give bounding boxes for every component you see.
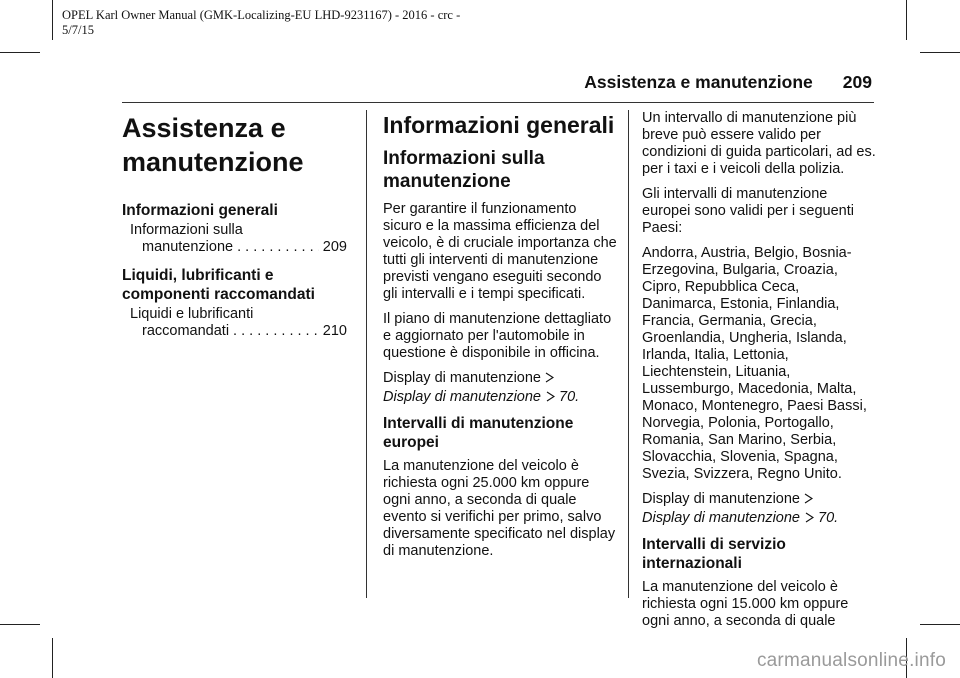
toc-section-line: componenti raccomandati [122,286,315,303]
text-line: richiesta ogni 25.000 km oppure [383,475,590,491]
text-line: veicolo, è di cruciale importanza che [383,235,617,251]
toc-section-line: Informazioni generali [122,202,278,219]
cross-reference-label [383,370,618,387]
text-line: Norvegia, Polonia, Portogallo, [642,415,834,431]
toc-leader-dots [237,239,319,256]
text-line: Per garantire il funzionamento [383,201,577,217]
reference-arrow-icon [805,512,814,523]
paragraph [642,110,882,178]
toc-entry-line: Informazioni sulla [130,222,243,238]
crop-mark [52,0,53,40]
crop-mark [906,0,907,40]
main-column [383,110,618,568]
text-line: Irlanda, Italia, Lettonia, [642,347,789,363]
text-line: Francia, Germania, Grecia, [642,313,817,329]
text-line: Lussemburgo, Macedonia, Malta, [642,381,857,397]
crop-mark [0,624,40,625]
text-line: questione è disponibile in officina. [383,345,600,361]
subsection-title-line: europei [383,434,439,451]
reference-page: 70. [559,389,580,405]
header-rule [122,102,874,103]
text-line: Paesi: [642,220,683,236]
text-line: diversamente specificato nel display [383,526,616,542]
running-header [584,72,872,93]
reference-arrow-icon [546,391,555,402]
text-line: ogni anno, a seconda di quale [383,492,577,508]
print-header-line2: 5/7/15 [62,23,94,37]
crop-mark [52,638,53,678]
toc-entry[interactable] [130,222,347,256]
print-header-line1: OPEL Karl Owner Manual (GMK-Localizing-EU LHD-9231167) - 2016 - crc - [62,8,461,22]
text-line: Romania, San Marino, Serbia, [642,432,837,448]
toc-entry-line: manutenzione [142,239,234,255]
paragraph [642,579,882,630]
country-list [642,245,882,483]
paragraph [383,311,618,362]
subsection-title-line: internazionali [642,555,742,572]
chapter-title-line: manutenzione [122,147,304,177]
cross-reference-link[interactable] [642,510,882,527]
chapter-title [122,111,347,179]
column-divider [628,110,629,598]
text-line: La manutenzione del veicolo è [642,579,838,595]
text-line: Il piano di manutenzione dettagliato [383,311,612,327]
crop-mark [0,52,40,53]
text-line: Display di manutenzione [642,491,800,507]
reference-arrow-icon [804,493,813,504]
text-line: Un intervallo di manutenzione più [642,110,857,126]
subsection-title-line: Intervalli di servizio [642,536,786,553]
subsection-title [383,414,618,452]
subsection-title-line: manutenzione [383,171,511,192]
text-line: gli intervalli e i tempi specificati. [383,286,586,302]
subsection-title [383,147,618,193]
reference-title: Display di manutenzione [383,389,541,405]
reference-title: Display di manutenzione [642,510,800,526]
text-line: Liechtenstein, Lituania, [642,364,791,380]
page-number: 209 [842,72,872,92]
watermark: carmanualsonline.info [756,650,946,671]
print-header [62,8,460,38]
text-line: Cipro, Repubblica Ceca, [642,279,800,295]
text-line: europei sono validi per i seguenti [642,203,854,219]
section-title: Informazioni generali [383,112,615,138]
right-column [642,110,882,638]
toc-entry-page: 210 [322,323,347,339]
toc-entry-line: raccomandati [142,323,230,339]
text-line: Danimarca, Estonia, Finlandia, [642,296,840,312]
toc-section-heading[interactable] [122,266,347,304]
cross-reference-label [642,491,882,508]
crop-mark [920,52,960,53]
text-line: evento si verifichi per primo, salvo [383,509,602,525]
subsection-title-line: Intervalli di manutenzione [383,415,574,432]
text-line: Display di manutenzione [383,370,541,386]
subsection-title-line: Informazioni sulla [383,148,545,169]
paragraph [383,201,618,303]
text-line: sicuro e la massima efficienza del [383,218,600,234]
text-line: Andorra, Austria, Belgio, Bosnia- [642,245,852,261]
text-line: Svezia, Svizzera, Regno Unito. [642,466,842,482]
text-line: e aggiornato per l'automobile in [383,328,585,344]
text-line: di manutenzione. [383,543,494,559]
running-header-title: Assistenza e manutenzione [584,72,813,92]
subsection-title [642,535,882,573]
text-line: condizioni di guida particolari, ad es. [642,144,876,160]
text-line: tutti gli interventi di manutenzione [383,252,599,268]
column-contents [122,110,347,340]
text-line: Groenlandia, Ungheria, Islanda, [642,330,847,346]
chapter-title-line: Assistenza e [122,113,286,143]
toc-entry-page: 209 [322,239,347,255]
text-line: Slovacchia, Slovenia, Spagna, [642,449,838,465]
paragraph [642,186,882,237]
text-line: breve può essere valido per [642,127,821,143]
reference-page: 70. [818,510,839,526]
paragraph [383,458,618,560]
text-line: ogni anno, a seconda di quale [642,613,836,629]
toc-section-line: Liquidi, lubrificanti e [122,267,274,284]
text-line: La manutenzione del veicolo è [383,458,579,474]
text-line: previsti vengano eseguiti secondo [383,269,602,285]
toc-section-heading[interactable] [122,201,347,220]
toc-entry-line: Liquidi e lubrificanti [130,306,254,322]
column-divider [366,110,367,598]
text-line: richiesta ogni 15.000 km oppure [642,596,849,612]
reference-arrow-icon [545,372,554,383]
crop-mark [920,624,960,625]
toc-entry[interactable] [130,306,347,340]
text-line: Gli intervalli di manutenzione [642,186,828,202]
cross-reference-link[interactable] [383,389,618,406]
toc-leader-dots [233,323,319,340]
text-line: Monaco, Montenegro, Paesi Bassi, [642,398,867,414]
text-line: Erzegovina, Bulgaria, Croazia, [642,262,838,278]
text-line: per i taxi e i veicoli della polizia. [642,161,845,177]
